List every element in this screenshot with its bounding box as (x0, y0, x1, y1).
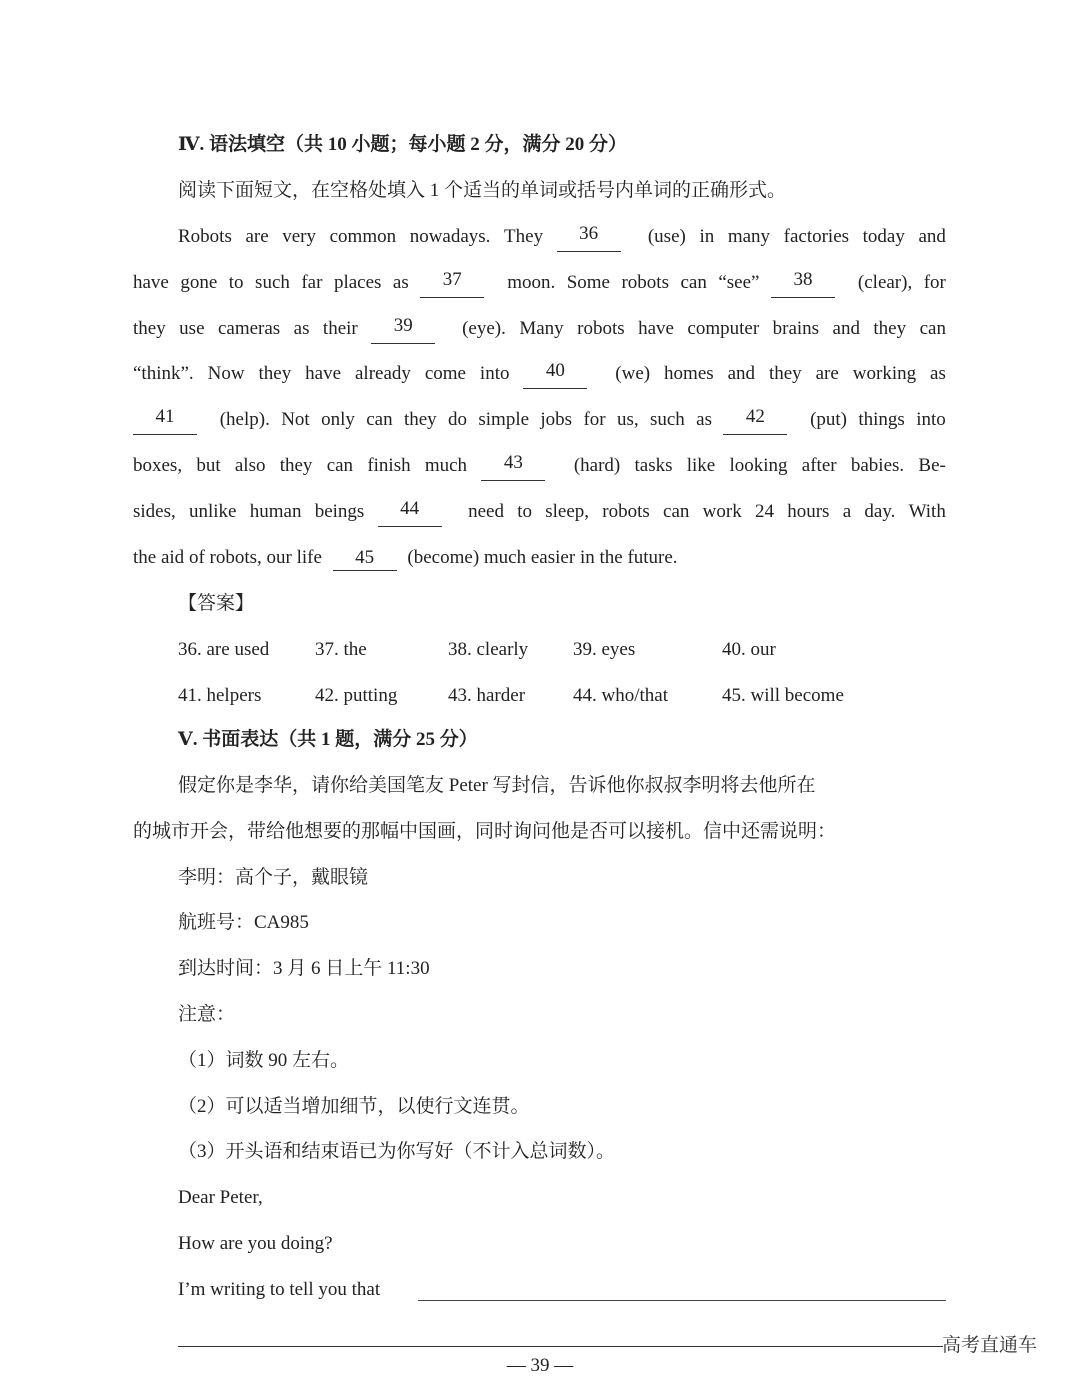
passage-text: beings (314, 500, 365, 522)
answer-item: 44. who/that (573, 685, 668, 706)
passage-line (133, 543, 946, 573)
passage-text: Robots (178, 226, 232, 247)
passage-line (178, 222, 946, 252)
passage-text: they (133, 317, 166, 339)
passage-text: robots (621, 271, 669, 293)
letter-line-start: I’m writing to tell you that (178, 1279, 381, 1300)
passage-text: are (815, 363, 839, 385)
passage-text: can (919, 317, 946, 339)
passage-text: “think”. (133, 363, 194, 385)
detail-flight: 航班号：CA985 (178, 912, 309, 933)
passage-text: of (188, 546, 210, 568)
passage-text: hours (787, 500, 830, 522)
passage-text: such (649, 409, 685, 431)
passage-text: sides, (133, 500, 176, 522)
passage-text: in (579, 546, 600, 568)
answer-item: 41. helpers (178, 685, 262, 706)
blank-37: 37 (420, 268, 484, 298)
detail-arrival: 到达时间：3 月 6 日上午 11:30 (178, 958, 430, 979)
passage-text: can (680, 271, 707, 293)
passage-text: and (918, 226, 946, 247)
passage-text: future. (627, 546, 678, 568)
passage-text: work (702, 500, 742, 522)
answer-item: 37. the (315, 639, 367, 660)
note-label: 注意： (178, 1004, 236, 1025)
passage-text: gone (180, 271, 218, 293)
passage-text: for (923, 271, 946, 293)
passage-text: already (354, 363, 411, 385)
passage-text: like (686, 455, 716, 476)
answer-label: 【答案】 (178, 593, 255, 614)
note-2: （2）可以适当增加细节，以使行文连贯。 (178, 1096, 530, 1117)
passage-text: robots (602, 500, 650, 522)
passage-text: working (852, 363, 917, 385)
passage-text: factories (783, 226, 850, 247)
passage-text: moon. (507, 271, 556, 293)
note-1: （1）词数 90 左右。 (178, 1050, 350, 1071)
passage-text: places (333, 271, 382, 293)
passage-text: today (862, 226, 905, 247)
blank-45: 45 (333, 546, 397, 571)
passage-text: as (696, 409, 712, 431)
passage-text: have (305, 363, 342, 385)
passage-text: have (133, 271, 169, 293)
passage-text: the (133, 546, 161, 568)
passage-text: common (329, 226, 397, 247)
answer-item: 38. clearly (448, 639, 529, 660)
section4-heading: Ⅳ. 语法填空（共 10 小题；每小题 2 分，满分 20 分） (178, 134, 628, 155)
passage-text: easier (530, 546, 580, 568)
passage-text: (clear), (857, 271, 913, 293)
passage-text: homes (664, 363, 714, 385)
letter-greeting: Dear Peter, (178, 1187, 263, 1208)
passage-text: the (599, 546, 628, 568)
passage-text: a (842, 500, 852, 522)
passage-text: They (504, 226, 544, 247)
passage-text: (eye). (462, 317, 506, 339)
passage-line (133, 451, 946, 481)
passage-text: finish (367, 455, 411, 476)
blank-44: 44 (378, 497, 442, 527)
passage-text: Now (207, 363, 245, 385)
passage-text: can (366, 409, 393, 431)
passage-text: jobs (540, 409, 573, 431)
passage-text: can (326, 455, 354, 476)
passage-text: (hard) (573, 455, 621, 476)
passage-text: tasks (634, 455, 673, 476)
passage-text: unlike (189, 500, 237, 522)
answer-item: 36. are used (178, 639, 270, 660)
blank-42: 42 (723, 405, 787, 435)
passage-text: they (873, 317, 907, 339)
passage-text: come (424, 363, 466, 385)
passage-line (133, 359, 946, 389)
passage-text: but (196, 455, 221, 476)
passage-text: they (279, 455, 313, 476)
passage-text: they (258, 363, 292, 385)
section4-instruction: 阅读下面短文，在空格处填入 1 个适当的单词或括号内单词的正确形式。 (178, 180, 787, 201)
passage-text: “see” (718, 271, 760, 293)
passage-text: much (483, 546, 531, 568)
answer-item: 45. will become (722, 685, 844, 706)
blank-43: 43 (481, 451, 545, 481)
passage-line (133, 497, 946, 527)
passage-text: as (392, 271, 409, 293)
passage-text: us, (616, 409, 639, 431)
passage-text: (help). (219, 409, 270, 431)
passage-text: for (583, 409, 606, 431)
blank-39: 39 (371, 314, 435, 344)
passage-line (133, 405, 946, 435)
blank-40: 40 (523, 359, 587, 389)
prompt-line-1: 假定你是李华，请你给美国笔友 Peter 写封信，告诉他你叔叔李明将去他所在 (178, 775, 816, 796)
passage-text: nowadays. (409, 226, 491, 247)
passage-text: our (266, 546, 297, 568)
answer-item: 40. our (722, 639, 776, 660)
passage-text: very (282, 226, 317, 247)
footer-rule (178, 1346, 943, 1347)
passage-text: into (916, 409, 946, 431)
passage-text: only (321, 409, 355, 431)
passage-line (133, 314, 946, 344)
passage-text: many (727, 226, 771, 247)
passage-text: in (699, 226, 715, 247)
passage-text: (we) (615, 363, 651, 385)
passage-text: as (930, 363, 946, 385)
passage-text: babies. (850, 455, 905, 476)
passage-text: aid (160, 546, 189, 568)
passage-text: use (179, 317, 205, 339)
passage-text: far (301, 271, 323, 293)
passage-text: Many (519, 317, 564, 339)
blank-41: 41 (133, 405, 197, 435)
passage-text: life (296, 546, 327, 568)
passage-text: Not (281, 409, 310, 431)
passage-text: they (403, 409, 437, 431)
passage-text: human (249, 500, 302, 522)
passage-text: brains (772, 317, 820, 339)
passage-text: simple (478, 409, 530, 431)
passage-text: as (293, 317, 310, 339)
passage-line (133, 268, 946, 298)
blank-36: 36 (557, 222, 621, 252)
passage-text: to (228, 271, 244, 293)
prompt-line-2: 的城市开会，带给他想要的那幅中国画，同时询问他是否可以接机。信中还需说明： (133, 821, 837, 842)
passage-text: after (801, 455, 837, 476)
passage-text: looking (729, 455, 788, 476)
passage-text: sleep, (545, 500, 590, 522)
passage-text: computer (687, 317, 760, 339)
section5-heading: Ⅴ. 书面表达（共 1 题，满分 25 分） (178, 729, 478, 750)
passage-text: can (663, 500, 690, 522)
answer-item: 43. harder (448, 685, 526, 706)
passage-text: (use) (647, 226, 686, 247)
passage-text: do (448, 409, 468, 431)
passage-text: With (908, 500, 946, 522)
passage-text: things (858, 409, 905, 431)
passage-text: such (255, 271, 290, 293)
passage-text: day. (864, 500, 896, 522)
passage-text: have (638, 317, 674, 339)
passage-text: to (517, 500, 532, 522)
passage-text: and (832, 317, 860, 339)
passage-text: are (245, 226, 269, 247)
letter-line-how: How are you doing? (178, 1233, 333, 1254)
passage-text: cameras (217, 317, 281, 339)
passage-text: (become) (407, 546, 484, 568)
passage-text: Some (566, 271, 610, 293)
passage-text: their (322, 317, 358, 339)
detail-appearance: 李明：高个子，戴眼镜 (178, 867, 369, 888)
passage-text: Be- (918, 455, 946, 476)
passage-text: much (424, 455, 468, 476)
passage-text: robots, (209, 546, 267, 568)
blank-38: 38 (771, 268, 835, 298)
note-3: （3）开头语和结束语已为你写好（不计入总词数）。 (178, 1141, 616, 1162)
passage-text: also (234, 455, 266, 476)
passage-text: and (727, 363, 756, 385)
writing-blank-line (418, 1300, 946, 1301)
passage-text: (put) (810, 409, 848, 431)
answer-item: 39. eyes (573, 639, 636, 660)
answer-item: 42. putting (315, 685, 398, 706)
passage-text: 24 (754, 500, 774, 522)
passage-text: they (768, 363, 802, 385)
passage-text: boxes, (133, 455, 183, 476)
passage-text: robots (577, 317, 625, 339)
watermark: 高考直通车 (942, 1334, 1038, 1356)
page-number: — 39 — (506, 1355, 574, 1376)
passage-text: into (479, 363, 510, 385)
passage-text: need (468, 500, 504, 522)
